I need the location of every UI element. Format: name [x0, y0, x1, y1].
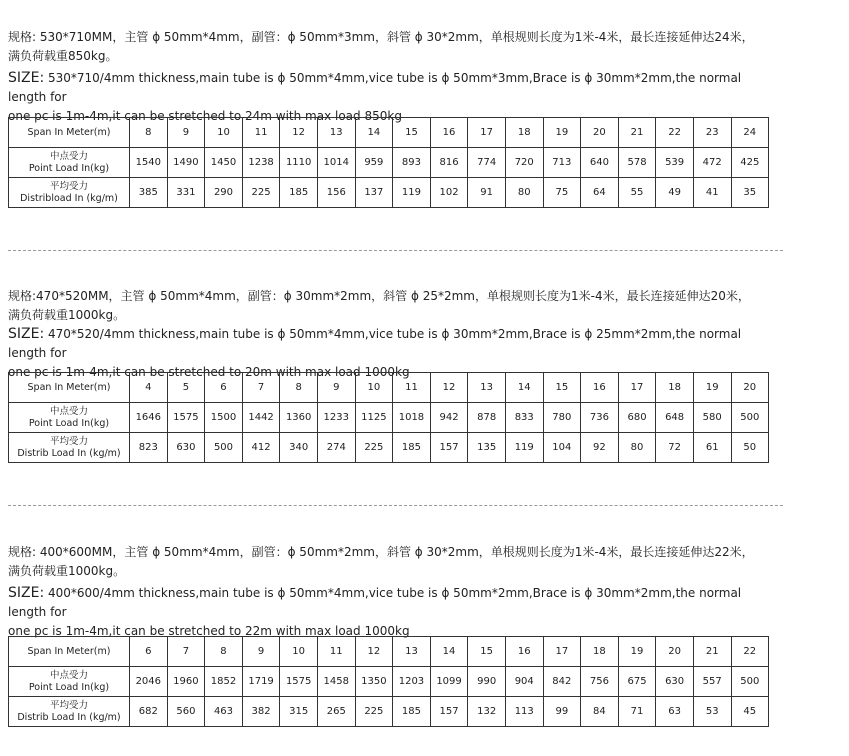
dist-load-cell: 412	[242, 433, 280, 463]
span-cell: 4	[130, 373, 168, 403]
dist-load-cell: 104	[543, 433, 581, 463]
dist-load-cell: 137	[355, 178, 393, 208]
span-cell: 20	[731, 373, 769, 403]
dist-load-header-cn: 平均受力	[49, 180, 88, 192]
span-cell: 8	[280, 373, 318, 403]
dist-load-row	[9, 433, 769, 463]
point-load-cell: 990	[468, 667, 506, 697]
point-load-cell: 713	[543, 148, 581, 178]
span-cell: 10	[280, 637, 318, 667]
span-cell: 11	[317, 637, 355, 667]
point-load-cell: 833	[505, 403, 543, 433]
point-load-cell: 1233	[317, 403, 355, 433]
span-cell: 13	[393, 637, 431, 667]
span-cell: 14	[430, 637, 468, 667]
span-header: Span In Meter(m)	[9, 118, 130, 148]
size-lead: SIZE:	[8, 585, 45, 601]
point-load-cell: 1350	[355, 667, 393, 697]
span-cell: 10	[355, 373, 393, 403]
dist-load-cell: 560	[167, 697, 205, 727]
span-cell: 20	[581, 118, 619, 148]
load-table-1	[8, 117, 769, 208]
span-cell: 9	[167, 118, 205, 148]
point-load-row	[9, 403, 769, 433]
dotted-divider	[8, 250, 783, 251]
point-load-cell: 1646	[130, 403, 168, 433]
span-cell: 22	[731, 637, 769, 667]
span-row	[9, 373, 769, 403]
span-header: Span In Meter(m)	[9, 373, 130, 403]
dist-load-cell: 274	[317, 433, 355, 463]
point-load-header	[9, 148, 130, 178]
span-cell: 7	[167, 637, 205, 667]
span-cell: 9	[317, 373, 355, 403]
dist-load-cell: 265	[317, 697, 355, 727]
point-load-row	[9, 148, 769, 178]
span-cell: 23	[693, 118, 731, 148]
span-cell: 7	[242, 373, 280, 403]
dist-load-cell: 340	[280, 433, 318, 463]
point-load-cell: 736	[581, 403, 619, 433]
point-load-cell: 680	[618, 403, 656, 433]
dist-load-cell: 382	[242, 697, 280, 727]
dist-load-cell: 290	[205, 178, 243, 208]
span-cell: 19	[543, 118, 581, 148]
point-load-cell: 1203	[393, 667, 431, 697]
point-load-cell: 904	[505, 667, 543, 697]
point-load-cell: 500	[731, 667, 769, 697]
span-cell: 14	[505, 373, 543, 403]
point-load-cell: 1852	[205, 667, 243, 697]
span-cell: 24	[731, 118, 769, 148]
span-cell: 21	[693, 637, 731, 667]
point-load-header-en: Point Load In(kg)	[28, 681, 110, 693]
span-cell: 17	[618, 373, 656, 403]
dist-load-cell: 463	[205, 697, 243, 727]
point-load-cell: 1442	[242, 403, 280, 433]
point-load-cell: 1575	[280, 667, 318, 697]
span-cell: 15	[543, 373, 581, 403]
spec-cn-line: 满负荷载重1000kg。	[8, 308, 126, 322]
spec-en-line	[8, 325, 768, 363]
point-load-cell: 720	[505, 148, 543, 178]
dist-load-cell: 119	[393, 178, 431, 208]
load-table-2	[8, 372, 769, 463]
point-load-cell: 1110	[280, 148, 318, 178]
dist-load-cell: 99	[543, 697, 581, 727]
point-load-header-cn: 中点受力	[49, 669, 88, 681]
span-cell: 17	[543, 637, 581, 667]
point-load-cell: 580	[693, 403, 731, 433]
span-cell: 14	[355, 118, 393, 148]
span-row	[9, 118, 769, 148]
dist-load-cell: 113	[505, 697, 543, 727]
span-cell: 11	[393, 373, 431, 403]
dist-load-cell: 225	[355, 433, 393, 463]
spec-en-text: 400*600/4mm thickness,main tube is ϕ 50mm*4mm,vice tube is ϕ 50mm*2mm,Brace is ϕ 30mm*2mm,the normal length for	[8, 586, 742, 619]
point-load-cell: 816	[430, 148, 468, 178]
point-load-cell: 756	[581, 667, 619, 697]
dist-load-cell: 500	[205, 433, 243, 463]
dist-load-cell: 75	[543, 178, 581, 208]
point-load-cell: 1014	[317, 148, 355, 178]
dist-load-cell: 84	[581, 697, 619, 727]
spec-en-line	[8, 69, 768, 107]
point-load-cell: 675	[618, 667, 656, 697]
point-load-header-cn: 中点受力	[49, 150, 88, 162]
span-cell: 11	[242, 118, 280, 148]
point-load-cell: 1500	[205, 403, 243, 433]
point-load-cell: 630	[656, 667, 694, 697]
dist-load-cell: 80	[618, 433, 656, 463]
dist-load-cell: 53	[693, 697, 731, 727]
point-load-header	[9, 403, 130, 433]
dist-load-cell: 823	[130, 433, 168, 463]
span-cell: 16	[581, 373, 619, 403]
dist-load-header	[9, 178, 130, 208]
dist-load-header	[9, 433, 130, 463]
spec-section-1	[8, 28, 768, 126]
span-cell: 12	[280, 118, 318, 148]
dist-load-cell: 630	[167, 433, 205, 463]
point-load-cell: 539	[656, 148, 694, 178]
dist-load-cell: 50	[731, 433, 769, 463]
size-lead: SIZE:	[8, 70, 45, 86]
span-cell: 20	[656, 637, 694, 667]
span-cell: 16	[430, 118, 468, 148]
dist-load-cell: 63	[656, 697, 694, 727]
point-load-cell: 842	[543, 667, 581, 697]
spec-cn-line: 规格: 530*710MM，主管 ϕ 50mm*4mm，副管：ϕ 50mm*3mm，斜管 ϕ 30*2mm，单根规则长度为1米-4米，最长连接延伸达24米，	[8, 30, 754, 44]
spec-section-3	[8, 543, 768, 641]
point-load-cell: 557	[693, 667, 731, 697]
span-cell: 15	[468, 637, 506, 667]
point-load-cell: 1458	[317, 667, 355, 697]
span-cell: 6	[205, 373, 243, 403]
dist-load-cell: 49	[656, 178, 694, 208]
dist-load-header-en: Distribload In (kg/m)	[20, 192, 118, 204]
dist-load-cell: 225	[355, 697, 393, 727]
span-cell: 19	[693, 373, 731, 403]
dist-load-header-cn: 平均受力	[49, 435, 88, 447]
span-cell: 19	[618, 637, 656, 667]
dist-load-cell: 135	[468, 433, 506, 463]
spec-cn-line: 规格:470*520MM，主管 ϕ 50mm*4mm，副管：ϕ 30mm*2mm，斜管 ϕ 25*2mm，单根规则长度为1米-4米，最长连接延伸达20米，	[8, 289, 750, 303]
point-load-cell: 578	[618, 148, 656, 178]
span-cell: 10	[205, 118, 243, 148]
dist-load-header-cn: 平均受力	[49, 699, 88, 711]
span-cell: 18	[505, 118, 543, 148]
span-cell: 8	[130, 118, 168, 148]
span-cell: 12	[430, 373, 468, 403]
span-cell: 16	[505, 637, 543, 667]
point-load-cell: 1018	[393, 403, 431, 433]
span-cell: 18	[581, 637, 619, 667]
dist-load-cell: 55	[618, 178, 656, 208]
point-load-cell: 1719	[242, 667, 280, 697]
point-load-cell: 1238	[242, 148, 280, 178]
point-load-cell: 1360	[280, 403, 318, 433]
span-row	[9, 637, 769, 667]
point-load-cell: 425	[731, 148, 769, 178]
dotted-divider	[8, 505, 783, 506]
dist-load-cell: 315	[280, 697, 318, 727]
point-load-row	[9, 667, 769, 697]
spec-section-2	[8, 287, 768, 382]
dist-load-cell: 185	[393, 433, 431, 463]
dist-load-cell: 91	[468, 178, 506, 208]
point-load-cell: 1960	[167, 667, 205, 697]
span-cell: 13	[317, 118, 355, 148]
point-load-cell: 942	[430, 403, 468, 433]
dist-load-cell: 385	[130, 178, 168, 208]
point-load-cell: 959	[355, 148, 393, 178]
dist-load-cell: 41	[693, 178, 731, 208]
dist-load-cell: 80	[505, 178, 543, 208]
point-load-cell: 472	[693, 148, 731, 178]
point-load-cell: 1490	[167, 148, 205, 178]
span-cell: 6	[130, 637, 168, 667]
point-load-cell: 878	[468, 403, 506, 433]
point-load-header	[9, 667, 130, 697]
dist-load-cell: 157	[430, 697, 468, 727]
spec-en-line	[8, 584, 768, 622]
dist-load-cell: 225	[242, 178, 280, 208]
point-load-cell: 500	[731, 403, 769, 433]
span-cell: 12	[355, 637, 393, 667]
point-load-cell: 1099	[430, 667, 468, 697]
point-load-cell: 1575	[167, 403, 205, 433]
point-load-cell: 780	[543, 403, 581, 433]
span-cell: 22	[656, 118, 694, 148]
dist-load-header	[9, 697, 130, 727]
point-load-cell: 640	[581, 148, 619, 178]
size-lead: SIZE:	[8, 326, 45, 342]
dist-load-cell: 119	[505, 433, 543, 463]
span-header: Span In Meter(m)	[9, 637, 130, 667]
dist-load-header-en: Distrib Load In (kg/m)	[17, 447, 121, 459]
dist-load-cell: 331	[167, 178, 205, 208]
point-load-cell: 1125	[355, 403, 393, 433]
span-cell: 15	[393, 118, 431, 148]
span-cell: 21	[618, 118, 656, 148]
spec-cn-line: 规格: 400*600MM，主管 ϕ 50mm*4mm，副管：ϕ 50mm*2mm，斜管 ϕ 30*2mm，单根规则长度为1米-4米，最长连接延伸达22米，	[8, 545, 754, 559]
dist-load-cell: 682	[130, 697, 168, 727]
spec-cn-line: 满负荷载重1000kg。	[8, 564, 126, 578]
point-load-cell: 2046	[130, 667, 168, 697]
point-load-cell: 893	[393, 148, 431, 178]
load-table-3	[8, 636, 769, 727]
dist-load-cell: 72	[656, 433, 694, 463]
point-load-cell: 1540	[130, 148, 168, 178]
dist-load-cell: 102	[430, 178, 468, 208]
point-load-cell: 648	[656, 403, 694, 433]
span-cell: 18	[656, 373, 694, 403]
spec-en-line: one pc is 1m-4m,it can be stretched to 20m with max load 1000kg	[8, 365, 410, 379]
point-load-header-en: Point Load In(kg)	[28, 417, 110, 429]
point-load-cell: 1450	[205, 148, 243, 178]
dist-load-cell: 156	[317, 178, 355, 208]
dist-load-cell: 185	[393, 697, 431, 727]
point-load-cell: 774	[468, 148, 506, 178]
span-cell: 8	[205, 637, 243, 667]
dist-load-cell: 61	[693, 433, 731, 463]
spec-en-line: one pc is 1m-4m,it can be stretched to 24m with max load 850kg	[8, 109, 402, 123]
dist-load-row	[9, 697, 769, 727]
spec-en-text: 470*520/4mm thickness,main tube is ϕ 50mm*4mm,vice tube is ϕ 30mm*2mm,Brace is ϕ 25mm*2mm,the normal length for	[8, 327, 742, 360]
span-cell: 17	[468, 118, 506, 148]
dist-load-cell: 35	[731, 178, 769, 208]
dist-load-cell: 92	[581, 433, 619, 463]
spec-en-line: one pc is 1m-4m,it can be stretched to 22m with max load 1000kg	[8, 624, 410, 638]
dist-load-cell: 157	[430, 433, 468, 463]
dist-load-cell: 71	[618, 697, 656, 727]
spec-cn-line: 满负荷载重850kg。	[8, 49, 118, 63]
dist-load-cell: 132	[468, 697, 506, 727]
span-cell: 9	[242, 637, 280, 667]
spec-en-text: 530*710/4mm thickness,main tube is ϕ 50mm*4mm,vice tube is ϕ 50mm*3mm,Brace is ϕ 30mm*2mm,the normal length for	[8, 71, 742, 104]
dist-load-cell: 185	[280, 178, 318, 208]
dist-load-header-en: Distrib Load In (kg/m)	[17, 711, 121, 723]
span-cell: 5	[167, 373, 205, 403]
dist-load-cell: 45	[731, 697, 769, 727]
dist-load-row	[9, 178, 769, 208]
point-load-header-en: Point Load In(kg)	[28, 162, 110, 174]
point-load-header-cn: 中点受力	[49, 405, 88, 417]
dist-load-cell: 64	[581, 178, 619, 208]
span-cell: 13	[468, 373, 506, 403]
